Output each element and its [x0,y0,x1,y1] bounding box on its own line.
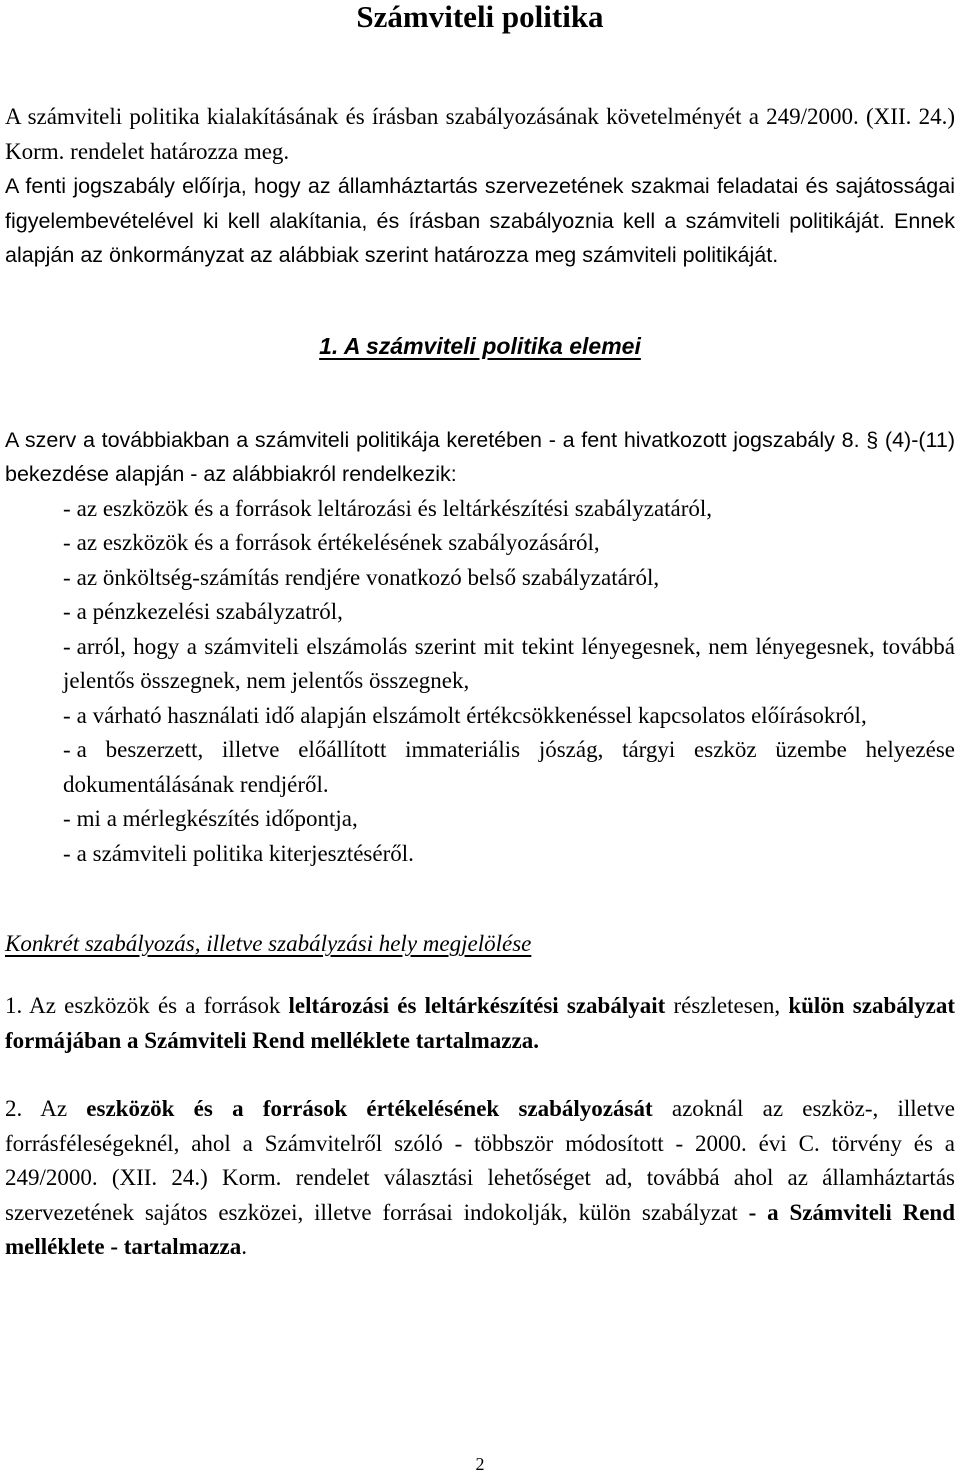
section-heading: 1. A számviteli politika elemei [319,332,641,359]
section-lead-paragraph: A szerv a továbbiakban a számviteli politikája keretében - a fent hivatkozott jogszabály 8. § (4)-(11) bekezdése alapján - az alábbiakról rendelkezik: [5,427,955,486]
list-item: - az eszközök és a források értékelésének szabályozásáról, [63,530,600,555]
page-number: 2 [475,1454,485,1474]
document-page [5,0,955,1480]
list-item: - arról, hogy a számviteli elszámolás szerint mit tekint lényegesnek, nem lényegesnek, továbbá jelentős összegnek, nem jelentős összegnek, [63,633,955,693]
list-item: - az önköltség-számítás rendjére vonatkozó belső szabályzatáról, [63,564,660,590]
rule-paragraph-1: 1. Az eszközök és a források leltározási és leltárkészítési szabályait részletesen, külön szabályzat formájában a Számviteli Rend melléklete tartalmazza. [5,993,955,1053]
elements-list [5,492,955,872]
intro-paragraph-2: A fenti jogszabály előírja, hogy az államháztartás szervezetének szakmai feladatai és sajátosságai figyelembevételével ki kell alakítania, és írásban szabályoznia kell a számviteli politikáját. Ennek alapján az önkormányzat az alábbiak szerint határozza meg számviteli politikáját. [5,174,955,267]
list-item: - a pénzkezelési szabályzatról, [63,599,343,624]
concrete-regulation-heading: Konkrét szabályozás, illetve szabályzási hely megjelölése [5,931,532,956]
list-item: - az eszközök és a források leltározási és leltárkészítési szabályzatáról, [63,495,713,521]
list-item: - a várható használati idő alapján elszámolt értékcsökkenéssel kapcsolatos előírásokról, [63,702,867,728]
list-item: - a beszerzett, illetve előállított immateriális jószág, tárgyi eszköz üzembe helyezése dokumentálásának rendjéről. [63,737,955,797]
rule-paragraph-2: 2. Az eszközök és a források értékelésének szabályozását azoknál az eszköz-, illetve forrásféleségeknél, ahol a Számvitelről szóló - többször módosított - 2000. évi C. törvény és a 249/2000. (XII. 24.) Korm. rendelet választási lehetőséget ad, továbbá ahol az államháztartás szervezetének sajátos eszközei, illetve forrásai indokolják, külön szabályzat - a Számviteli Rend melléklete - tartalmazza. [5,1096,955,1259]
intro-paragraph-1: A számviteli politika kialakításának és írásban szabályozásának követelményét a 249/2000. (XII. 24.) Korm. rendelet határozza meg. [5,104,955,164]
list-item: - a számviteli politika kiterjesztéséről. [63,840,414,866]
list-item: - mi a mérlegkészítés időpontja, [63,806,358,831]
document-title: Számviteli politika [356,0,604,34]
